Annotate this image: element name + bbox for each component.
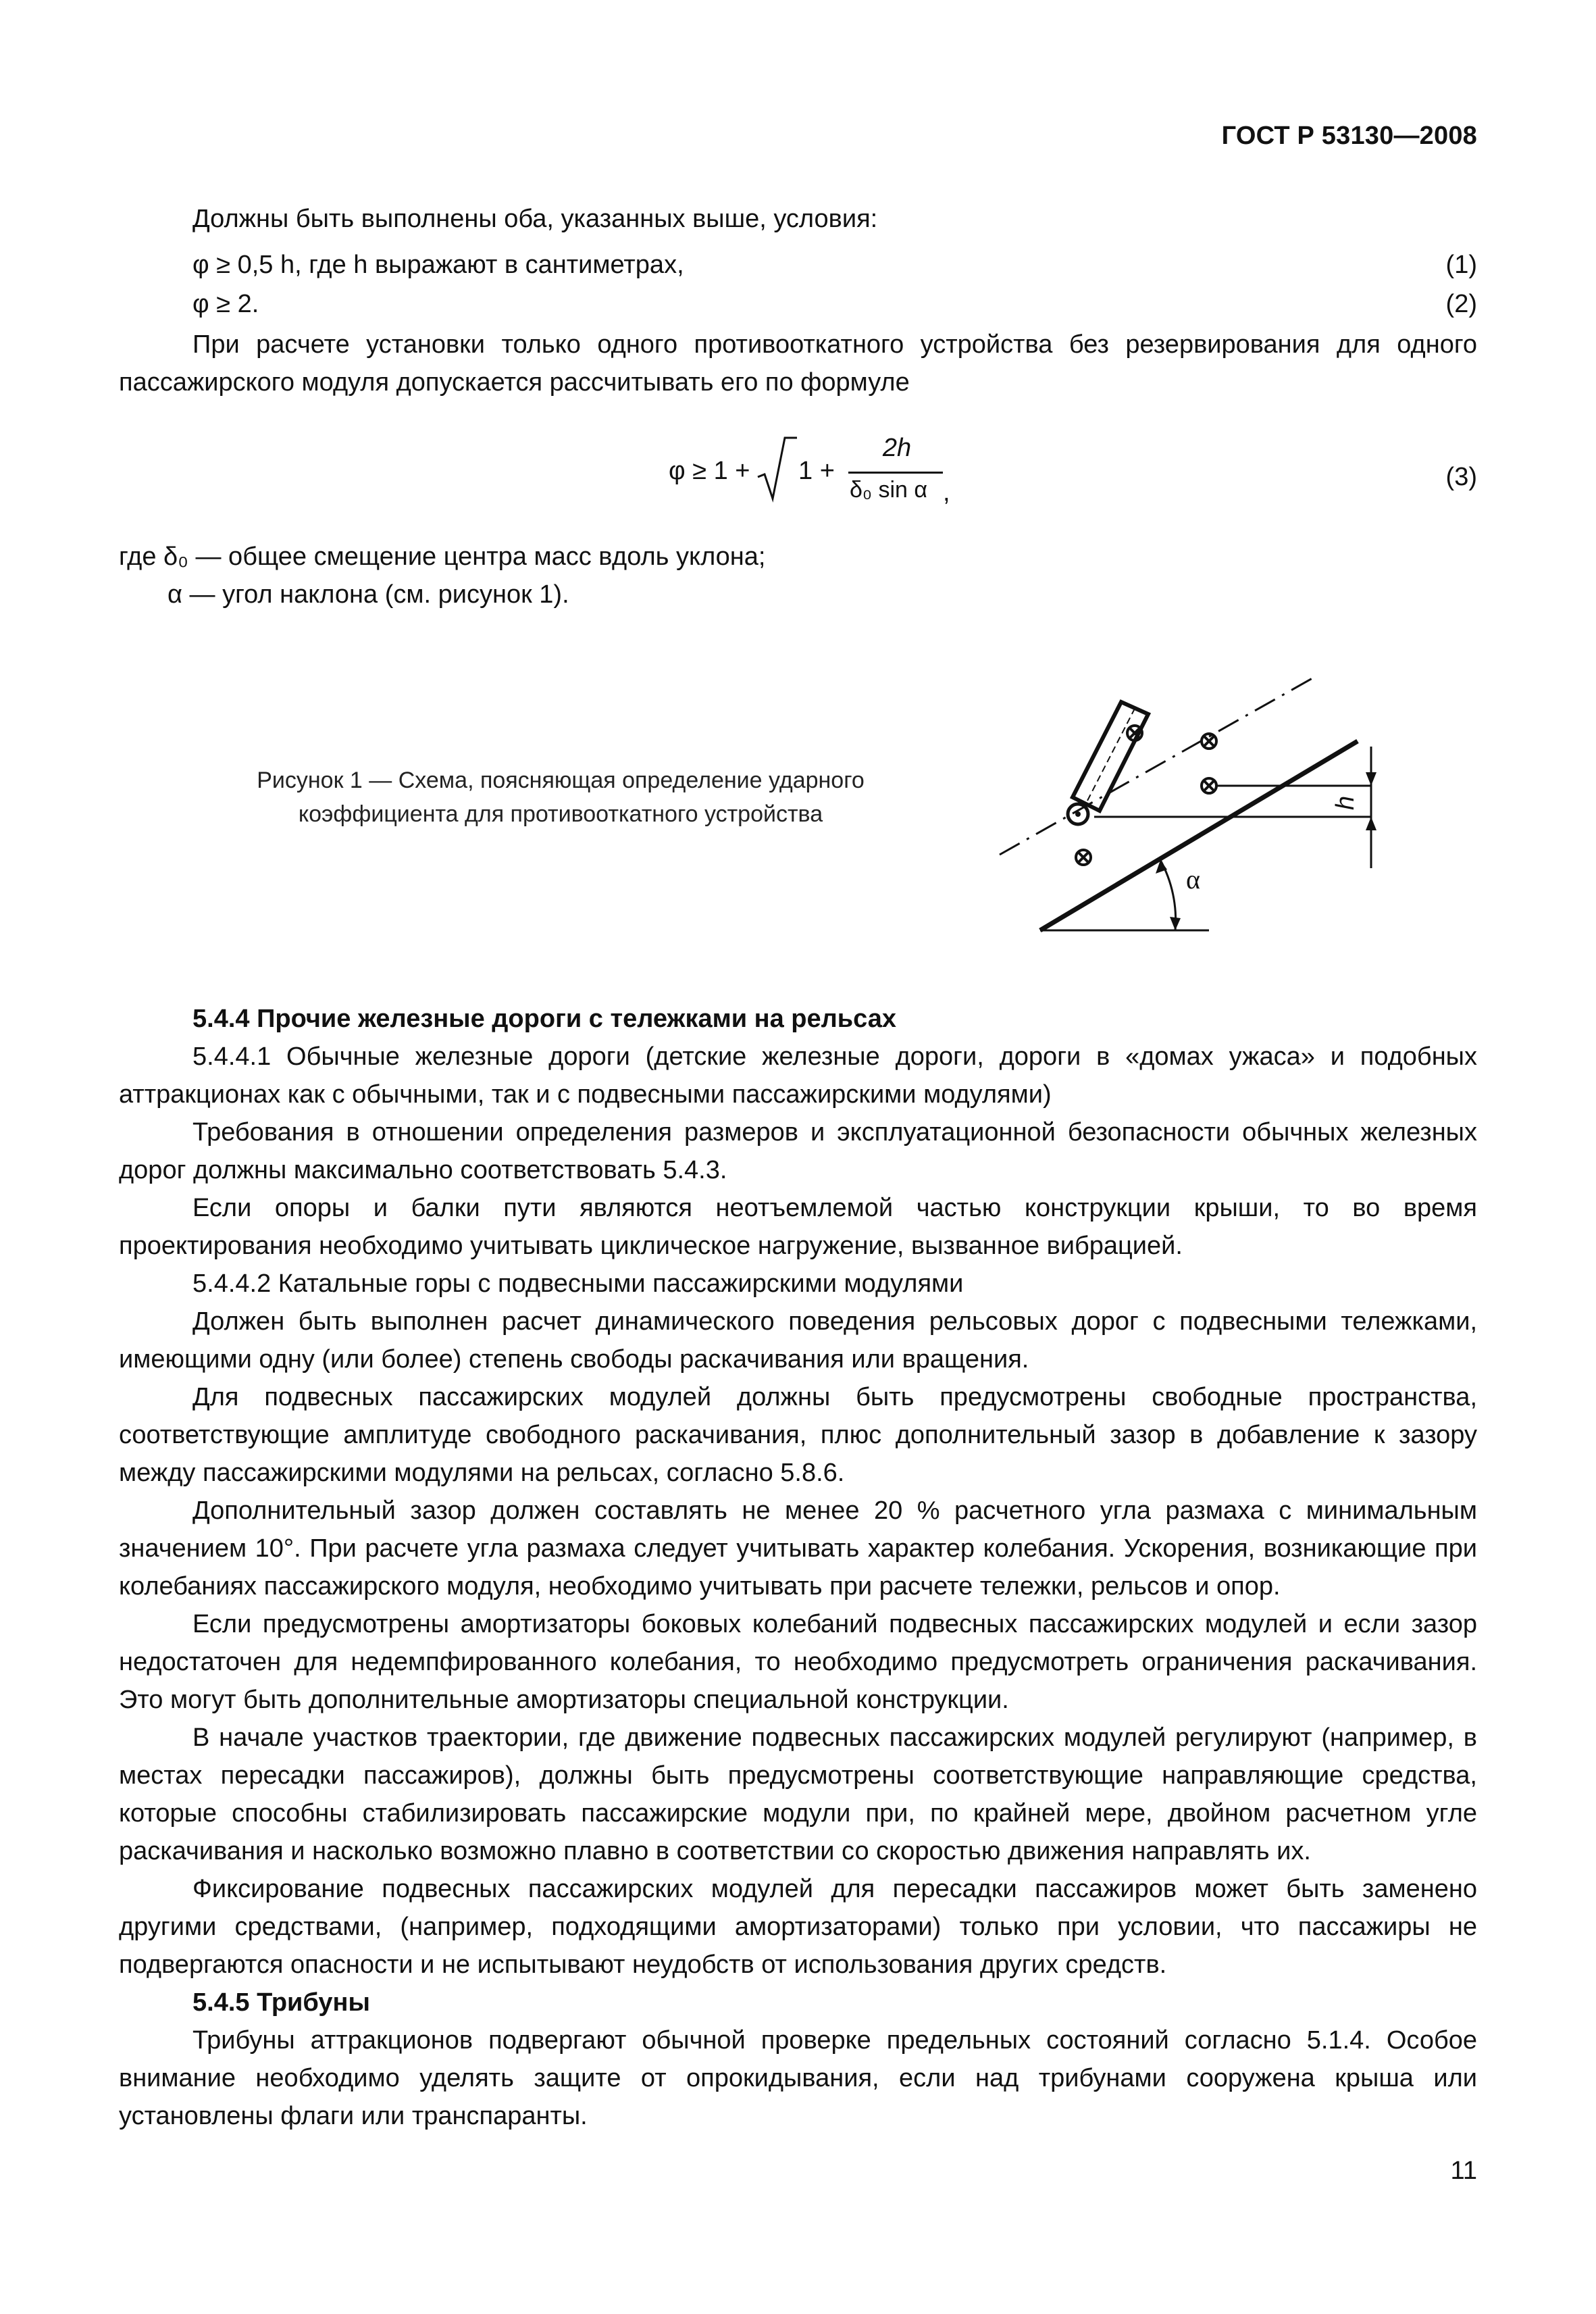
conditions-line: Должны быть выполнены оба, указанных выше, условия:	[192, 205, 878, 233]
where-line-2: α — угол наклона (см. рисунок 1).	[168, 580, 569, 609]
formula-3-number: (3)	[1445, 463, 1477, 491]
formula-denominator: δ₀ sin α	[850, 477, 928, 503]
paragraph-tribunes: Трибуны аттракционов подвергают обычной проверке предельных состояний согласно 5.1.4. Особое внимание необходимо уделять защите от опрокидывания, если над трибунами сооружена крыша или установлены флаги или транспаранты.	[119, 2026, 1477, 2130]
formula-3	[666, 430, 950, 518]
paragraph-dimensions: Требования в отношении определения размеров и эксплуатационной безопасности обычных железных дорог должны максимально соответствовать 5.4.3.	[119, 1118, 1477, 1184]
page-number: 11	[1450, 2157, 1477, 2185]
paragraph-dynamic-calc: Должен быть выполнен расчет динамического поведения рельсовых дорог с подвесными тележками, имеющими одну (или более) степень свободы раскачивания или вращения.	[119, 1307, 1477, 1374]
figure-1-diagram	[993, 665, 1425, 949]
condition-2-text: φ ≥ 2.	[192, 290, 259, 318]
paragraph-5-4-4-2: 5.4.4.2 Катальные горы с подвесными пассажирскими модулями	[192, 1269, 964, 1298]
condition-1-text: φ ≥ 0,5 h, где h выражают в сантиметрах,	[192, 251, 684, 279]
paragraph-free-space: Для подвесных пассажирских модулей должны быть предусмотрены свободные пространства, соответствующие амплитуде свободного раскачивания, плюс дополнительный зазор в добавление к зазору между пассажирскими модулями на рельсах, согласно 5.8.6.	[119, 1383, 1477, 1487]
document-header-id: ГОСТ Р 53130—2008	[1221, 122, 1477, 150]
paragraph-roof-supports: Если опоры и балки пути являются неотъемлемой частью конструкции крыши, то во время проектирования необходимо учитывать циклическое нагружение, вызванное вибрацией.	[119, 1194, 1477, 1260]
motion-centerline	[1000, 676, 1317, 855]
where-line-1: где δ₀ — общее смещение центра масс вдоль уклона;	[119, 543, 766, 571]
radical-sign	[756, 435, 797, 503]
formula-numerator: 2h	[882, 434, 912, 462]
h-label: h	[1331, 795, 1360, 810]
paragraph-guides: В начале участков траектории, где движение подвесных пассажирских модулей регулируют (например, в местах пересадки пассажиров), должны быть предусмотрены соответствующие направляющие средства, которые способны стабилизировать пассажирские модули при, по крайней мере, двойном расчетном угле раскачивания и насколько возможно плавно в соответствии со скоростью движения направлять их.	[119, 1724, 1477, 1865]
section-5-4-4-heading: 5.4.4 Прочие железные дороги с тележками на рельсах	[192, 1005, 896, 1033]
fraction-bar	[848, 472, 943, 474]
section-5-4-5-heading: 5.4.5 Трибуны	[192, 1988, 370, 2017]
figure-caption: Рисунок 1 — Схема, поясняющая определение ударного коэффициента для противооткатного устройства	[257, 768, 865, 827]
alpha-label: α	[1186, 864, 1200, 895]
mass-center-marker	[1202, 778, 1216, 793]
formula-lhs: φ ≥ 1 +	[669, 457, 750, 485]
formula-comma: ,	[943, 478, 950, 507]
condition-1-number: (1)	[1445, 251, 1477, 279]
paragraph-dampers: Если предусмотрены амортизаторы боковых колебаний подвесных пассажирских модулей и если зазор недостаточен для недемпфированного колебания, то необходимо предусмотреть ограничения раскачивания. Это могут быть дополнительные амортизаторы специальной конструкции.	[119, 1610, 1477, 1714]
mass-center-marker	[1076, 850, 1091, 865]
paragraph-fixation: Фиксирование подвесных пассажирских модулей для пересадки пассажиров может быть заменено другими средствами, (например, подходящими амортизаторами) только при условии, что пассажиры не подвергаются опасности и не испытывают неудобств от использования других средств.	[119, 1875, 1477, 1979]
paragraph-extra-clearance: Дополнительный зазор должен составлять не менее 20 % расчетного угла размаха с минимальным значением 10°. При расчете угла размаха следует учитывать характер колебания. Ускорения, возникающие при колебаниях пассажирского модуля, необходимо учитывать при расчете тележки, рельсов и опор.	[119, 1496, 1477, 1601]
formula-inner-term: 1 +	[798, 457, 835, 485]
single-device-paragraph: При расчете установки только одного противооткатного устройства без резервирования для одного пассажирского модуля допускается рассчитывать его по формуле	[119, 330, 1477, 397]
condition-2-number: (2)	[1445, 290, 1477, 318]
paragraph-5-4-4-1: 5.4.4.1 Обычные железные дороги (детские железные дороги, дороги в «домах ужаса» и подобных аттракционах как с обычными, так и с подвесными пассажирскими модулями)	[119, 1042, 1477, 1109]
